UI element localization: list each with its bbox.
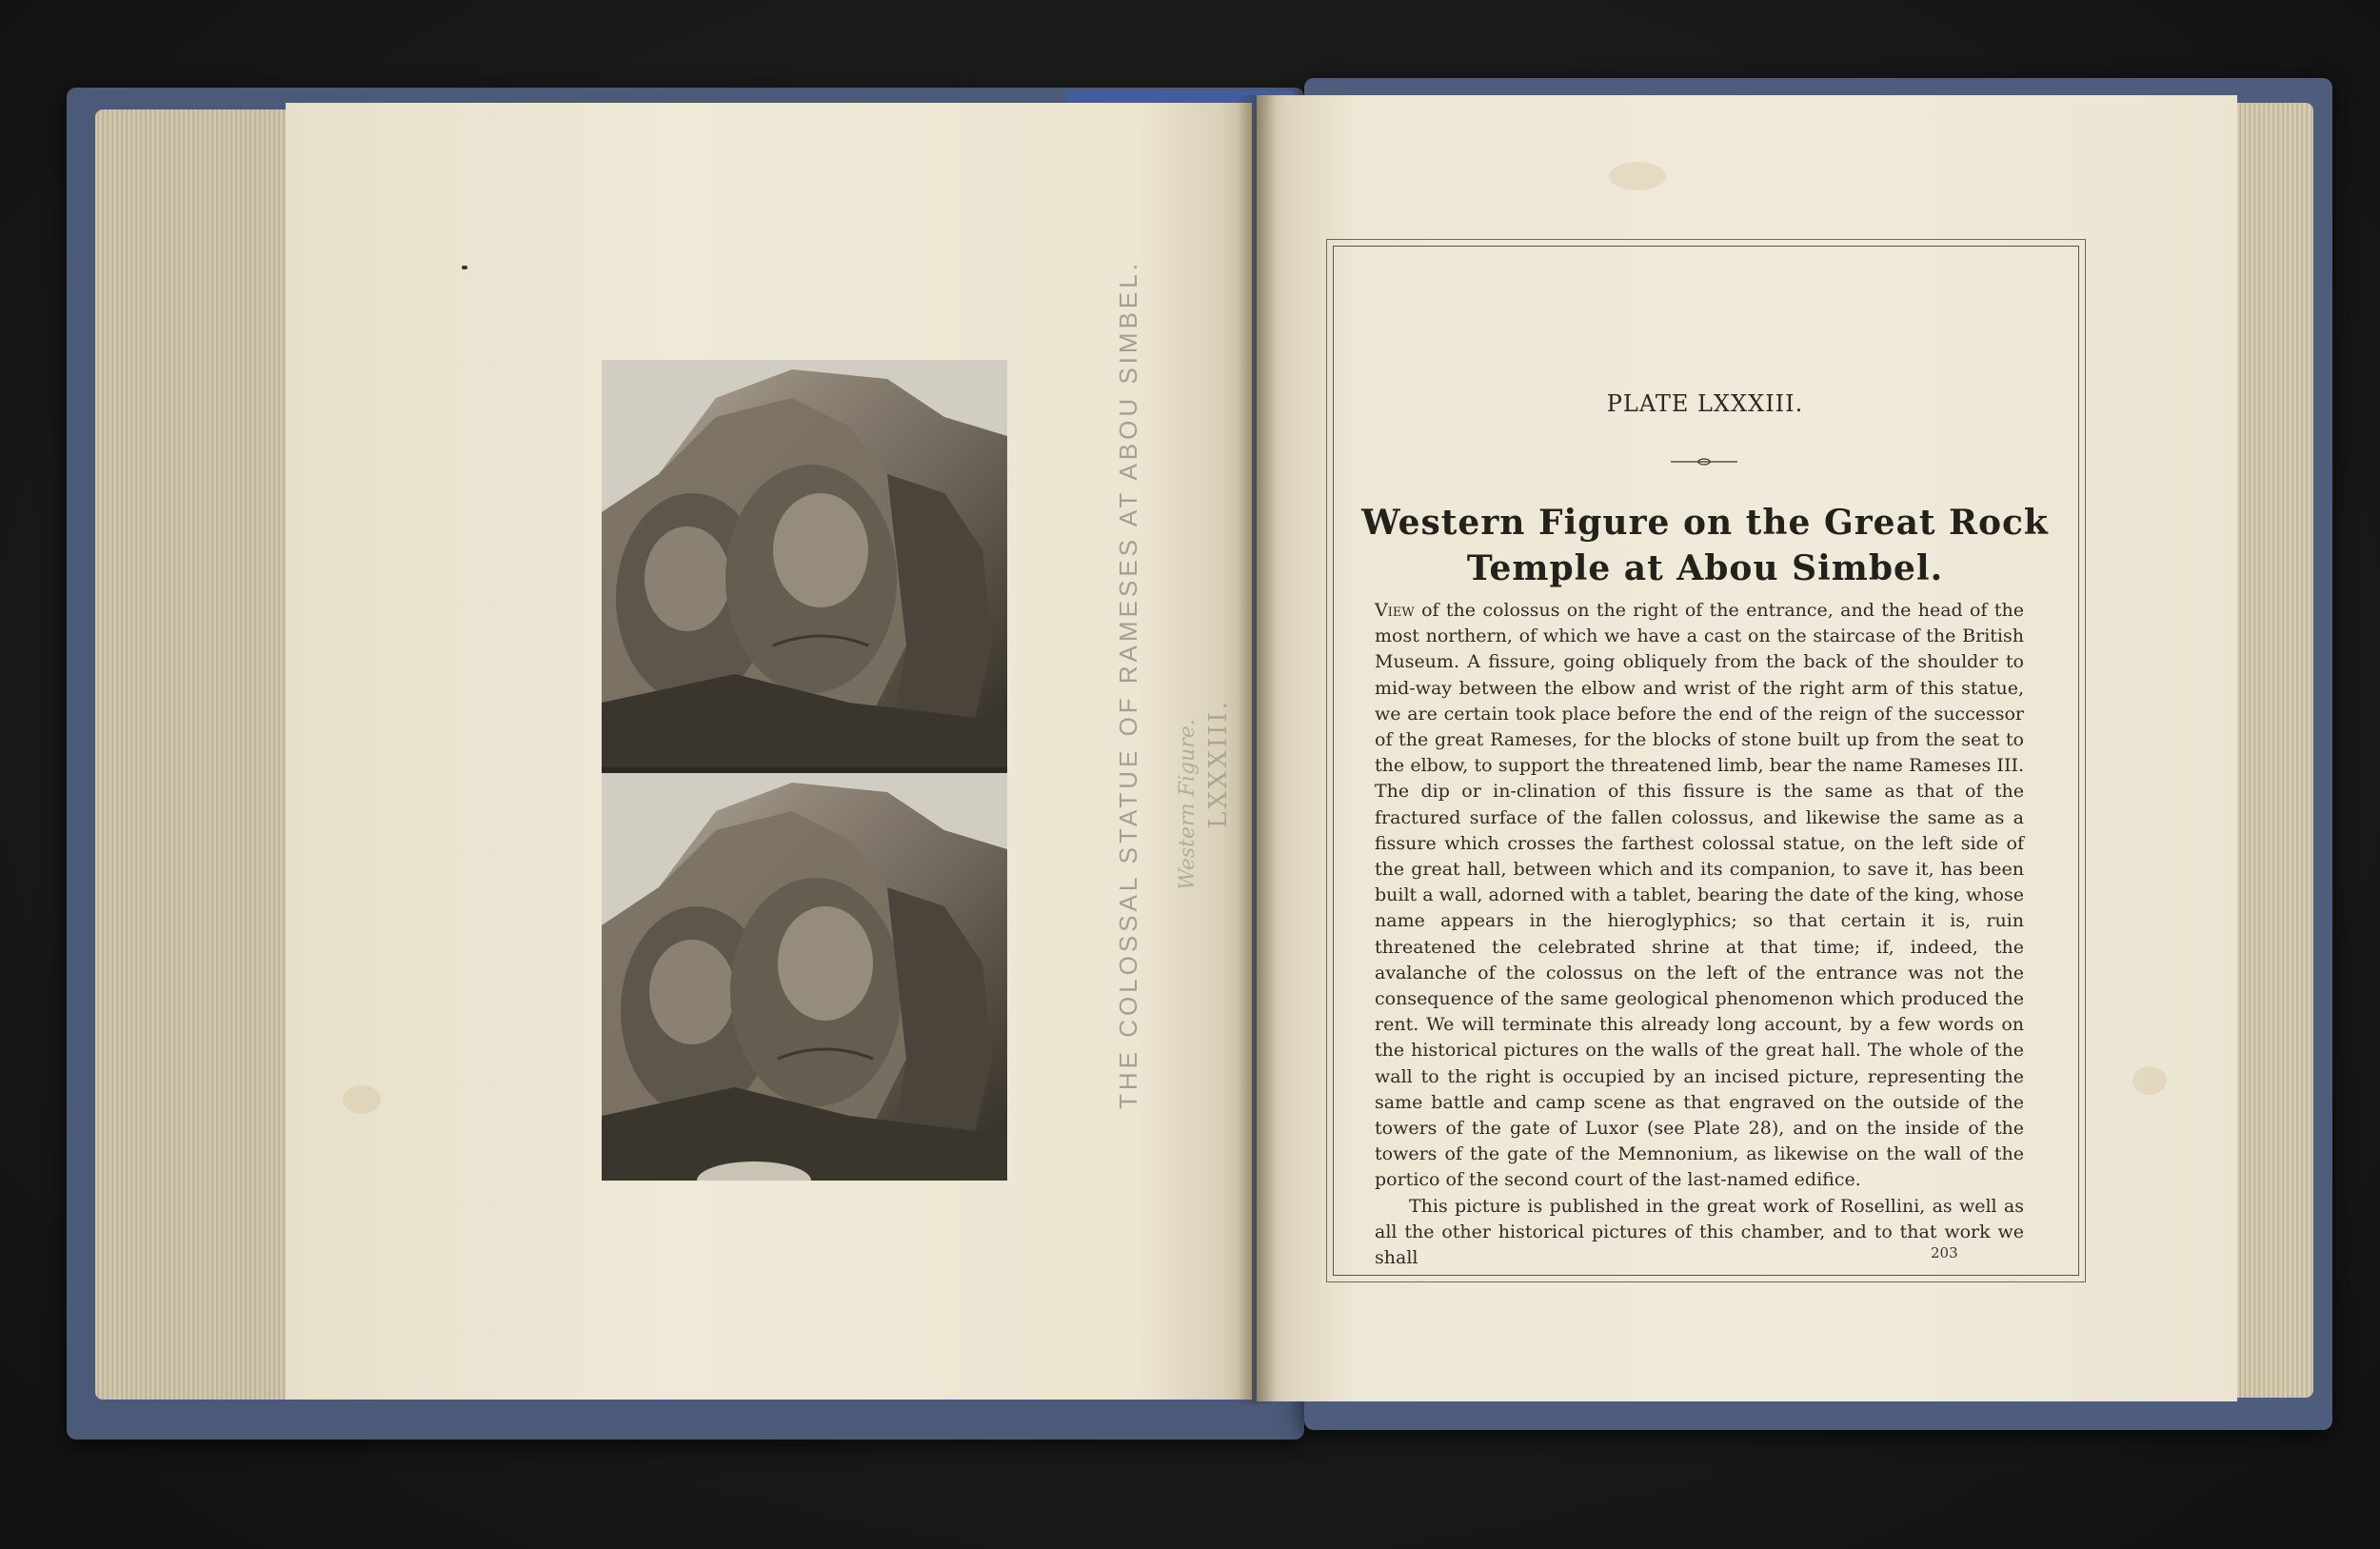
page-edges-left — [95, 109, 295, 1400]
photo-caption-title: THE COLOSSAL STATUE OF RAMESES AT ABOU SIMBEL. — [1114, 260, 1142, 1109]
paper-speck — [462, 266, 467, 269]
plate-title: PLATE LXXXIII. — [1606, 390, 1804, 417]
stereo-photograph — [602, 360, 1007, 1181]
foxing-spot — [343, 1085, 381, 1114]
plate-heading: Western Figure on the Great Rock Temple at Abou Simbel. — [1361, 503, 2049, 588]
foxing-spot — [1609, 162, 1666, 190]
plate-description — [1375, 598, 2024, 1271]
ornament-divider — [1671, 457, 1737, 467]
dropcap-word: View — [1375, 600, 1415, 621]
page-edges-right — [2228, 103, 2313, 1398]
page-number: 203 — [1931, 1244, 1958, 1261]
photo-caption-plate-number: LXXXIII. — [1204, 699, 1233, 828]
book-gutter — [1238, 95, 1276, 1404]
foxing-spot — [2132, 1066, 2167, 1095]
paragraph-1-text: of the colossus on the right of the entrance, and the head of the most northern, of which we have a cast on the staircase of the British Museum. A fissure, going obliquely from the back of the shoulder to mid-way between the elbow and wrist of the right arm of this statue, we are certain took place before the end of the reign of the successor of the great Rameses, for the blocks of stone built up from the seat to the elbow, to support the threatened limb, bear the name Rameses III. The dip or in-clination of this fissure is the same as that of the fractured surface of the fallen colossus, and likewise the same as a fissure which crosses the farthest colossal statue, on the left side of the great hall, between which and its companion, to save it, has been built a wall, adorned with a tablet, bearing the date of the king, whose name appears in the hieroglyphics; so that certain it is, ruin threatened the celebrated shrine at that time; if, indeed, the avalanche of the colossus on the left of the entrance was not the consequence of the same geological phenomenon which produced the rent. We will terminate this already long account, by a few words on the historical pictures on the walls of the great hall. The whole of the wall to the right is occupied by an incised picture, representing the same battle and camp scene as that engraved on the outside of the towers of the gate of Luxor (see Plate 28), and on the inside of the towers of the gate of the Memnonium, as likewise on the wall of the portico of the second court of the last-named edifice. — [1375, 600, 2024, 1191]
photo-caption-subtitle: Western Figure. — [1176, 719, 1200, 890]
stereo-photo-left — [602, 360, 1007, 767]
paragraph-2: This picture is published in the great work of Rosellini, as well as all the other historical pictures of this chamber, and to that work we shall — [1375, 1195, 2024, 1269]
stereo-photo-right — [602, 773, 1007, 1181]
paragraph-1 — [1375, 598, 2024, 1194]
